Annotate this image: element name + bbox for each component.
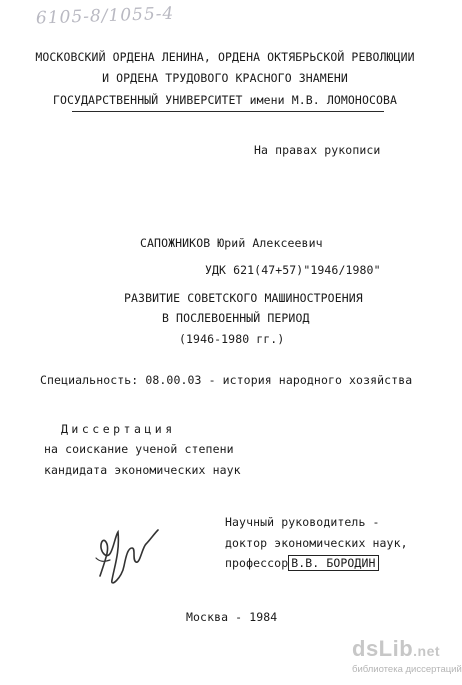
supervisor-line-1: Научный руководитель - (225, 515, 380, 529)
author-name: САПОЖНИКОВ Юрий Алексеевич (140, 236, 323, 250)
institution-underline (72, 111, 384, 112)
dissertation-heading: Диссертация (61, 422, 176, 436)
supervisor-line-2: доктор экономических наук, (225, 536, 408, 550)
place-year: Москва - 1984 (186, 610, 278, 624)
title-line-2: В ПОСЛЕВОЕННЫЙ ПЕРИОД (162, 311, 310, 325)
dissertation-line-3: кандидата экономических наук (44, 463, 241, 477)
watermark-logo: dsLib.net (352, 636, 441, 661)
supervisor-line-3 (225, 556, 379, 570)
institution-line-2: И ОРДЕНА ТРУДОВОГО КРАСНОГО ЗНАМЕНИ (102, 71, 348, 85)
supervisor-name: В.В. БОРОДИН (288, 555, 378, 571)
handwritten-catalog-number: 6105-8/1055-4 (35, 3, 175, 29)
signature (92, 518, 162, 590)
dslib-watermark (352, 636, 462, 682)
dissertation-line-2: на соискание ученой степени (44, 442, 234, 456)
title-line-3: (1946-1980 гг.) (179, 332, 285, 346)
specialty-line: Специальность: 08.00.03 - история народного хозяйства (40, 373, 413, 387)
institution-line-3: ГОСУДАРСТВЕННЫЙ УНИВЕРСИТЕТ имени М.В. ЛОМОНОСОВА (52, 93, 398, 107)
manuscript-note: На правах рукописи (254, 143, 381, 157)
institution-line-1: МОСКОВСКИЙ ОРДЕНА ЛЕНИНА, ОРДЕНА ОКТЯБРЬСКОЙ РЕВОЛЮЦИИ (35, 50, 415, 64)
watermark-subtitle: библиотека диссертаций (352, 664, 462, 675)
udc-code: УДК 621(47+57)"1946/1980" (205, 263, 381, 277)
title-line-1: РАЗВИТИЕ СОВЕТСКОГО МАШИНОСТРОЕНИЯ (124, 291, 363, 305)
supervisor-title: профессор (225, 556, 289, 570)
